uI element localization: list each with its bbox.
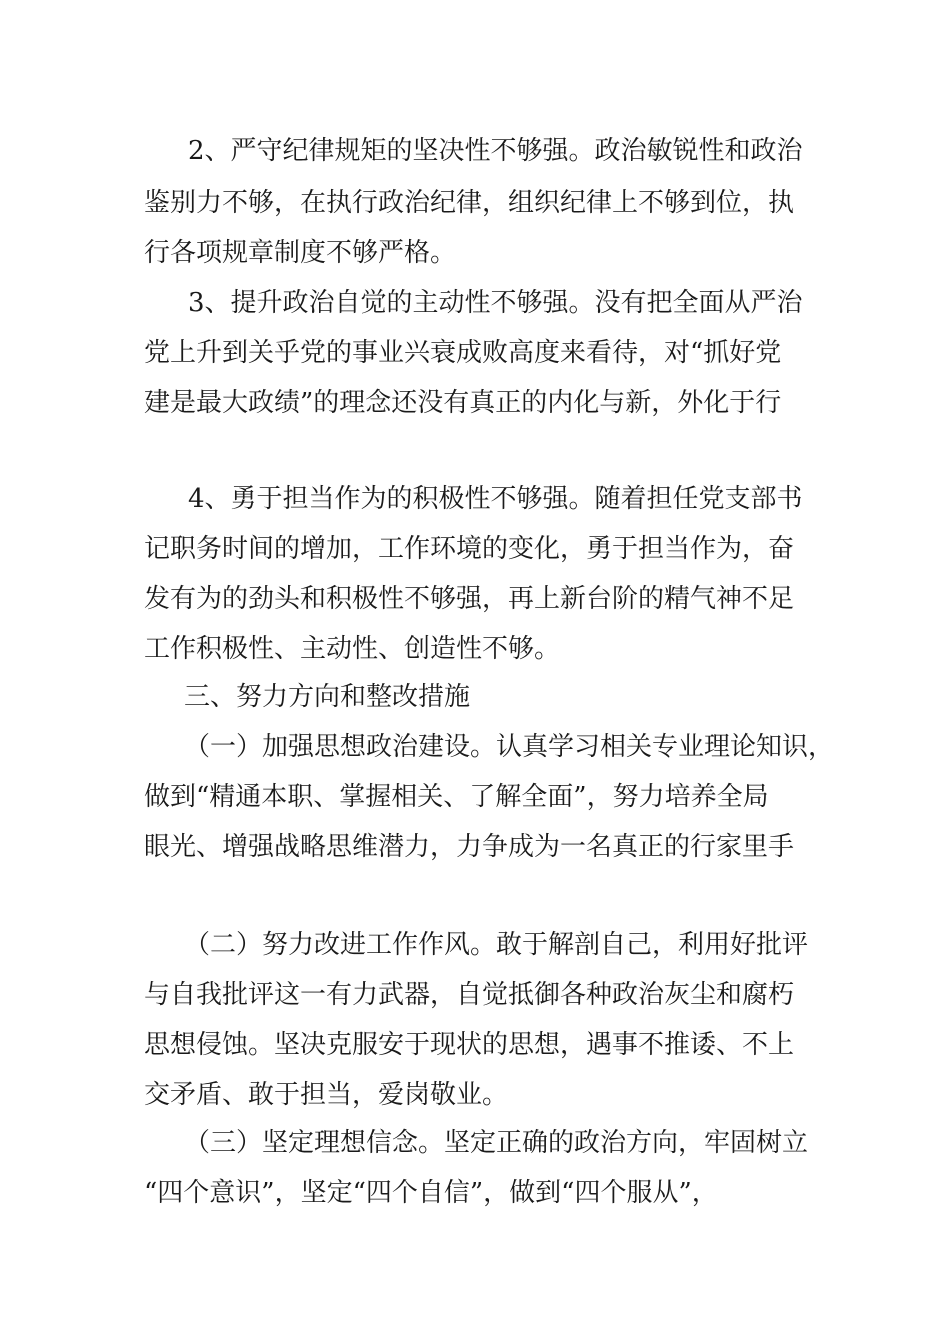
measure-2-line-2: 与自我批评这一有力武器，自觉抵御各种政治灰尘和腐朽 [144,980,795,1010]
measure-1-line-1: （一）加强思想政治建设。认真学习相关专业理论知识， [184,732,835,762]
paragraph-2-line-3: 行各项规章制度不够严格。 [144,238,457,268]
paragraph-2-line-2: 鉴别力不够，在执行政治纪律，组织纪律上不够到位，执 [144,188,795,218]
paragraph-3-line-2: 党上升到关乎党的事业兴衰成败高度来看待，对“抓好党 [144,338,782,368]
paragraph-3-line-1: 3、提升政治自觉的主动性不够强。没有把全面从严治 [188,288,803,318]
paragraph-4-line-3: 发有为的劲头和积极性不够强，再上新台阶的精气神不足 [144,584,795,614]
measure-3-line-1: （三）坚定理想信念。坚定正确的政治方向，牢固树立 [184,1128,809,1158]
paragraph-4-line-1: 4、勇于担当作为的积极性不够强。随着担任党支部书 [188,484,803,514]
measure-1-line-3: 眼光、增强战略思维潜力，力争成为一名真正的行家里手 [144,832,795,862]
measure-3-line-2: “四个意识”，坚定“四个自信”，做到“四个服从”， [144,1178,718,1208]
measure-2-line-1: （二）努力改进工作作风。敢于解剖自己，利用好批评 [184,930,809,960]
paragraph-4-line-2: 记职务时间的增加，工作环境的变化，勇于担当作为，奋 [144,534,795,564]
measure-1-line-2: 做到“精通本职、掌握相关、了解全面”，努力培养全局 [144,782,769,812]
paragraph-3-line-3: 建是最大政绩”的理念还没有真正的内化与新，外化于行 [144,388,782,418]
section-heading-3: 三、努力方向和整改措施 [184,682,471,712]
measure-2-line-4: 交矛盾、敢于担当，爱岗敬业。 [144,1080,509,1110]
measure-2-line-3: 思想侵蚀。坚决克服安于现状的思想，遇事不推诿、不上 [144,1030,795,1060]
paragraph-2-line-1: 2、严守纪律规矩的坚决性不够强。政治敏锐性和政治 [188,136,803,166]
paragraph-4-line-4: 工作积极性、主动性、创造性不够。 [144,634,561,664]
